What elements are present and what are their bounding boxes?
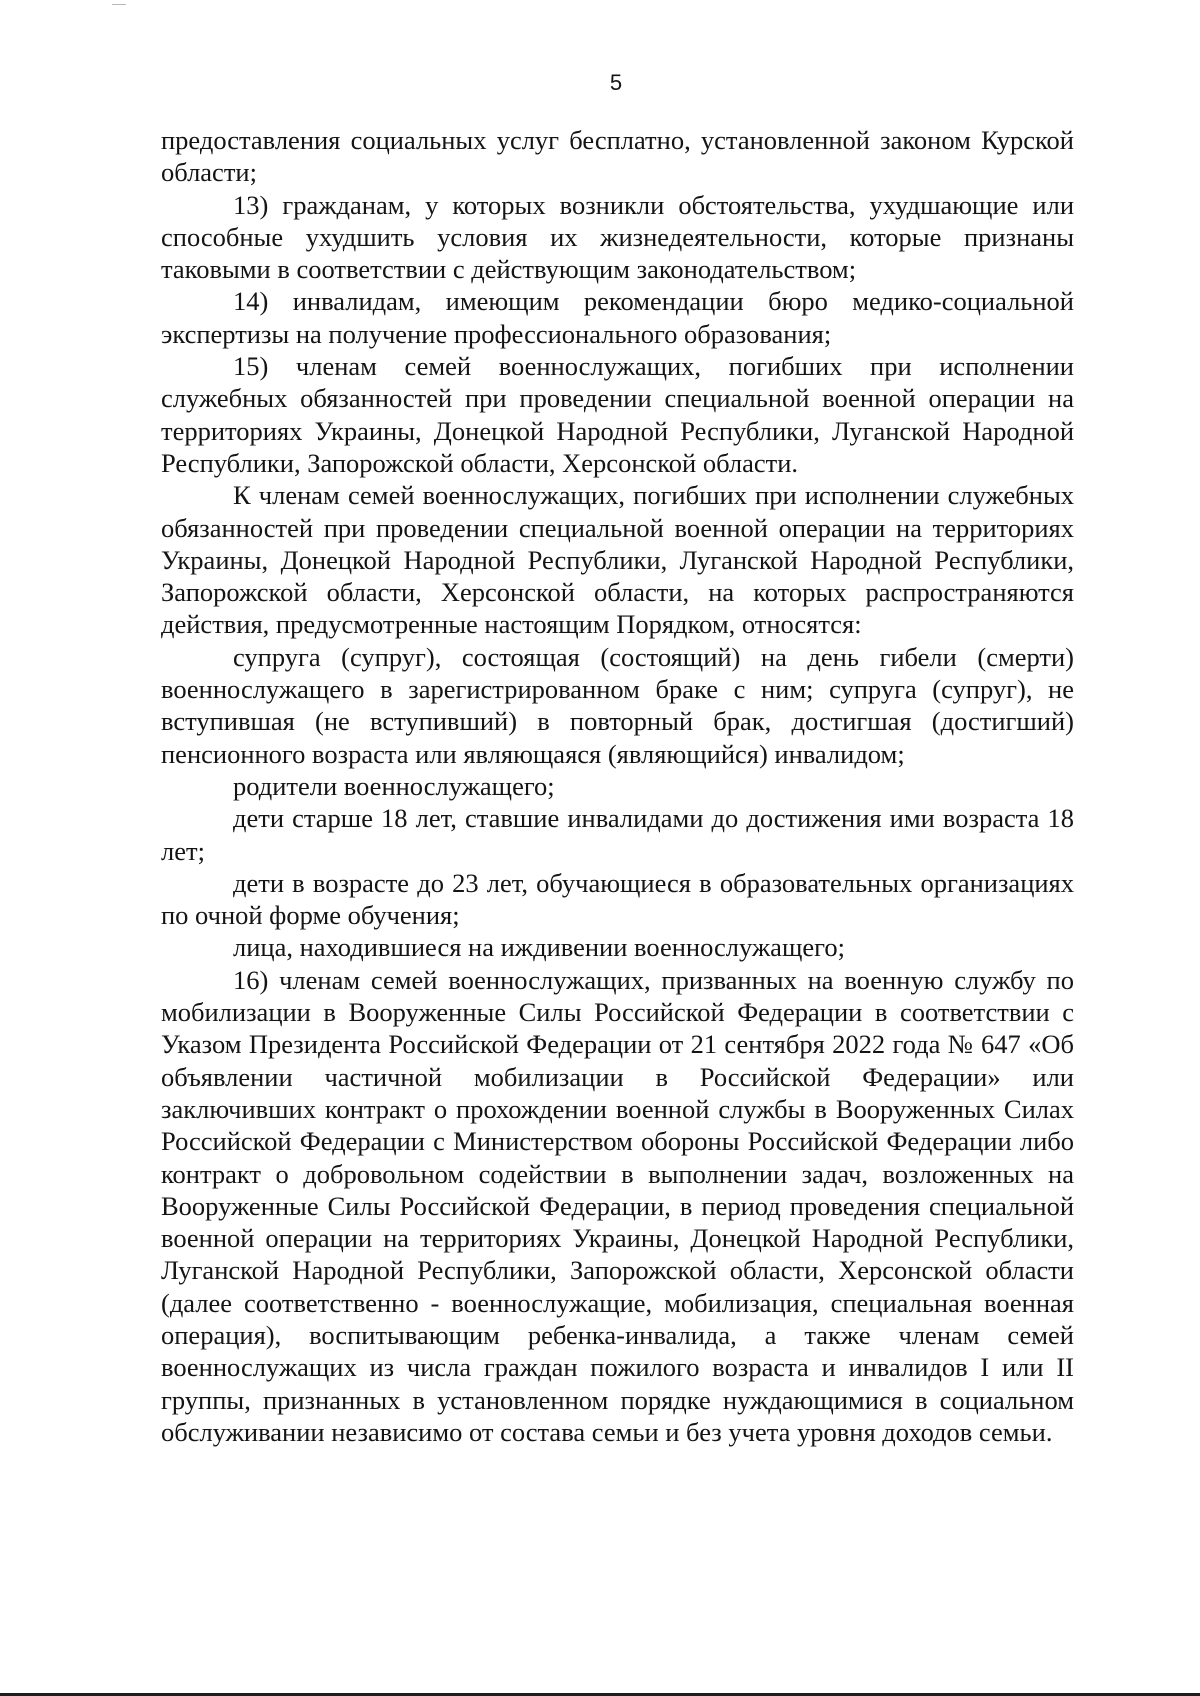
paragraph-family-members-intro: К членам семей военнослужащих, погибших при исполнении служебных обязанностей при проведении специальной военной операции на территориях Украины, Донецкой Народной Республики, Луганской Народной Республики, Запорожской области, Херсонской области, на которых распространяются действия, предусмотренные настоящим Порядком, относятся:: [161, 480, 1074, 640]
paragraph-dependents: лица, находившиеся на иждивении военнослужащего;: [233, 932, 845, 963]
scan-artifact: [112, 4, 126, 5]
document-body: [161, 124, 1074, 1448]
paragraph-spouse: супруга (супруг), состоящая (состоящий) на день гибели (смерти) военнослужащего в зарегистрированном браке с ним; супруга (супруг), не вступившая (не вступивший) в повторный брак, достигшая (достигший) пенсионного возраста или являющаяся (являющийся) инвалидом;: [161, 641, 1074, 769]
paragraph-item-13: 13) гражданам, у которых возникли обстоятельства, ухудшающие или способные ухудшить условия их жизнедеятельности, которые признаны таковыми в соответствии с действующим законодательством;: [161, 189, 1074, 285]
paragraph-disabled-children: дети старше 18 лет, ставшие инвалидами до достижения ими возраста 18 лет;: [161, 803, 1074, 866]
paragraph-item-14: 14) инвалидам, имеющим рекомендации бюро медико-социальной экспертизы на получение профессионального образования;: [161, 286, 1074, 349]
paragraph-parents: родители военнослужащего;: [233, 770, 555, 801]
paragraph-continuation: предоставления социальных услуг бесплатно, установленной законом Курской области;: [161, 125, 1074, 188]
paragraph-item-15: 15) членам семей военнослужащих, погибших при исполнении служебных обязанностей при проведении специальной военной операции на территориях Украины, Донецкой Народной Республики, Луганской Народной Республики, Запорожской области, Херсонской области.: [161, 351, 1074, 478]
page-number: 5: [609, 70, 623, 95]
paragraph-student-children: дети в возрасте до 23 лет, обучающиеся в образовательных организациях по очной форме обучения;: [161, 867, 1074, 931]
paragraph-item-16: 16) членам семей военнослужащих, призванных на военную службу по мобилизации в Вооруженные Силы Российской Федерации в соответствии с Указом Президента Российской Федерации от 21 сентября 2022 года № 647 «Об объявлении частичной мобилизации в Российской Федерации» или заключивших контракт о прохождении военной службы в Вооруженных Силах Российской Федерации с Министерством обороны Российской Федерации либо контракт о добровольном содействии в выполнении задач, возложенных на Вооруженные Силы Российской Федерации, в период проведения специальной военной операции на территориях Украины, Донецкой Народной Республики, Луганской Народной Республики, Запорожской области, Херсонской области (далее соответственно - военнослужащие, мобилизация, специальная военная операция), воспитывающим ребенка-инвалида, а также членам семей военнослужащих из числа граждан пожилого возраста и инвалидов I или II группы, признанных в установленном порядке нуждающимися в социальном обслуживании независимо от состава семьи и без учета уровня доходов семьи.: [161, 964, 1074, 1447]
